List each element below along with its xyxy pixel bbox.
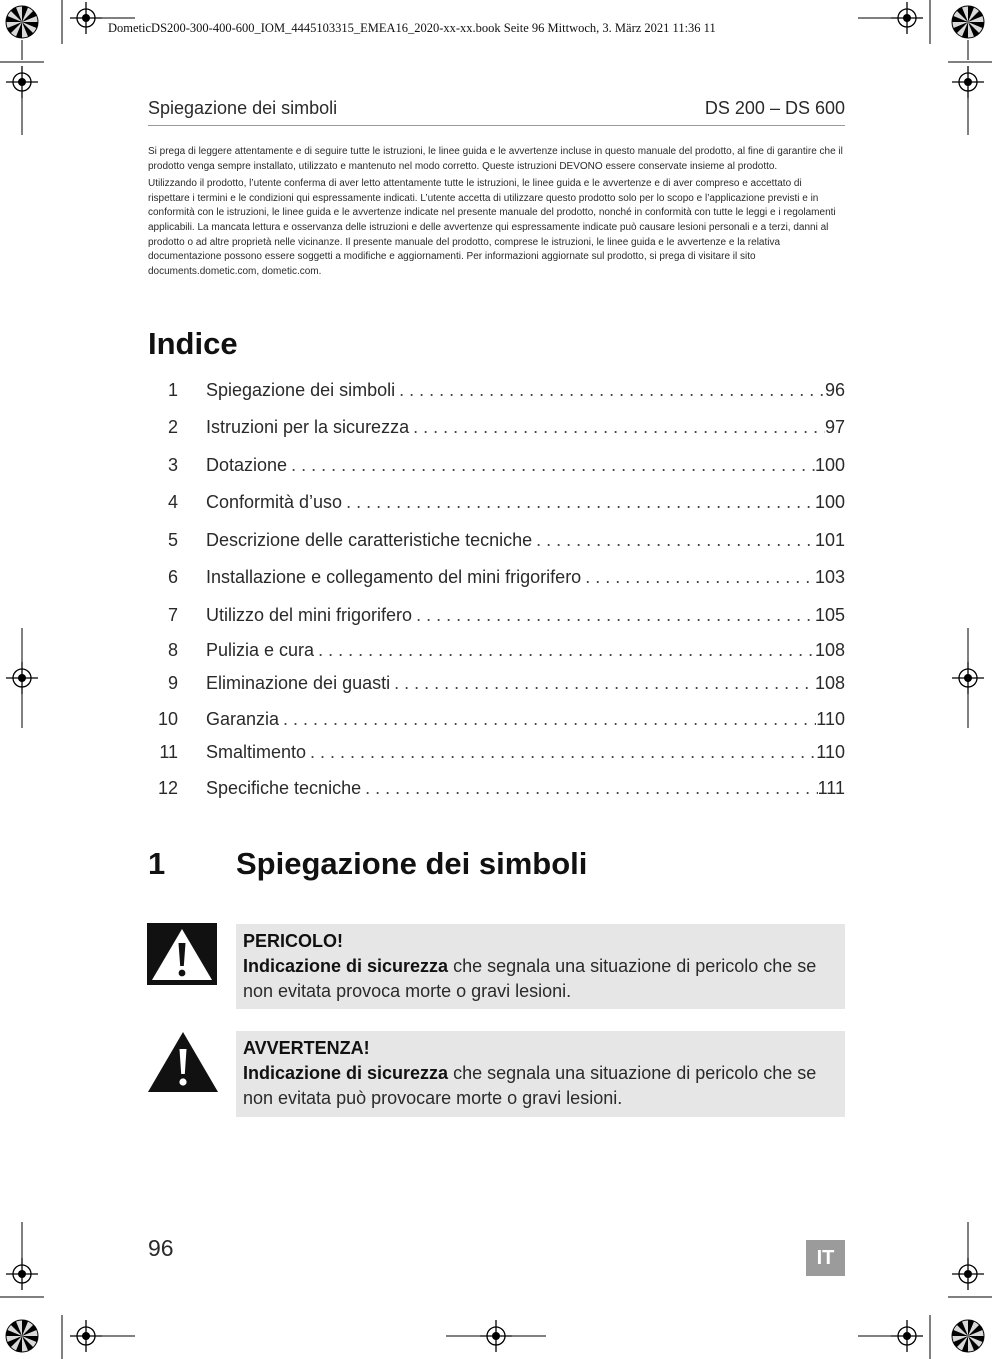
toc-leader (314, 640, 815, 661)
toc-leader (581, 567, 815, 588)
warning-signal-word: AVVERTENZA! (243, 1038, 370, 1058)
warning-label: Indicazione di sicurezza (243, 1063, 449, 1083)
section-number: 1 (148, 846, 166, 881)
section-title: Spiegazione dei simboli (236, 846, 588, 881)
toc-entry-page: 110 (816, 742, 845, 762)
toc-leader (395, 380, 825, 401)
toc-entry-label: Conformità d’uso (206, 492, 343, 512)
toc-entry-page: 108 (814, 673, 845, 693)
toc-entry-label: Installazione e collegamento del mini frigorifero (206, 567, 582, 587)
toc-leader (412, 605, 815, 626)
toc-entry[interactable] (148, 492, 845, 516)
danger-notice (236, 924, 845, 1009)
toc-leader (287, 455, 815, 476)
toc-leader (342, 492, 815, 513)
language-badge: IT (806, 1240, 845, 1276)
toc-entry-number: 8 (167, 640, 178, 660)
toc-entry-number: 12 (157, 778, 178, 798)
toc-leader (390, 673, 815, 694)
toc-leader (279, 709, 816, 730)
toc-entry-number: 6 (167, 567, 178, 587)
toc-entry-label: Specifiche tecniche (206, 778, 362, 798)
toc-entry[interactable] (148, 530, 845, 554)
danger-signal-word: PERICOLO! (243, 931, 344, 951)
intro-paragraph-1: Si prega di leggere attentamente e di seguire tutte le istruzioni, le linee guida e le avvertenze incluse in questo manuale del prodotto, al fine di garantire che il prodotto venga sempre installato, utilizzato e mantenuto nel modo corretto. Queste istruzioni DEVONO essere conservate insieme al prodotto. (148, 146, 843, 172)
toc-entry-page: 103 (814, 567, 845, 587)
danger-warning-icon (147, 923, 217, 985)
toc-entry-number: 1 (167, 380, 178, 400)
toc-entry[interactable] (148, 455, 845, 479)
toc-leader (409, 417, 825, 438)
toc-entry-label: Smaltimento (206, 742, 307, 762)
toc-entry-page: 105 (814, 605, 845, 625)
toc-entry[interactable] (148, 567, 845, 591)
toc-entry[interactable] (148, 605, 845, 629)
toc-entry-number: 3 (167, 455, 178, 475)
toc-entry[interactable] (148, 417, 845, 441)
toc-entry[interactable] (148, 640, 845, 664)
toc-entry-number: 10 (157, 709, 178, 729)
toc-entry-page: 108 (814, 640, 845, 660)
toc-entry-label: Garanzia (206, 709, 280, 729)
toc-entry-number: 5 (167, 530, 178, 550)
toc-title: Indice (148, 326, 238, 361)
header-section-title: Spiegazione dei simboli (148, 98, 338, 118)
toc-entry-page: 100 (814, 492, 845, 512)
warning-triangle-icon (147, 1030, 219, 1094)
toc-entry-page: 101 (814, 530, 845, 550)
toc-entry-number: 4 (167, 492, 178, 512)
toc-entry[interactable] (148, 673, 845, 697)
intro-paragraph-2: Utilizzando il prodotto, l’utente conferma di aver letto attentamente tutte le istruzioni, le linee guida e le avvertenze e di aver compreso e accettato di rispettare i termini e le condizioni qui espressamente indicati. L’utente accetta di utilizzare questo prodotto solo per lo scopo e l’applicazione previsti e in conformità con le istruzioni, le linee guida e le avvertenze indicate nel presente manuale del prodotto, nonché in conformità con tutte le leggi e i regolamenti applicabili. La mancata lettura e osservanza delle istruzioni e delle avvertenze qui espressamente indicate può causare lesioni personali e a terzi, danni al prodotto o ad altre proprietà nelle vicinanze. Il presente manuale del prodotto, comprese le istruzioni, le linee guida e le avvertenze e la relativa documentazione possono essere soggetti a modifiche e aggiornamenti. Per informazioni aggiornate sul prodotto, si prega di visitare il sito documents.dometic.com, dometic.com. (148, 178, 836, 277)
toc-entry[interactable] (148, 778, 845, 802)
toc-entry-page: 110 (816, 709, 845, 729)
toc-entry[interactable] (148, 380, 845, 404)
toc-leader (532, 530, 815, 551)
toc-entry-number: 11 (159, 742, 178, 762)
toc-entry-label: Istruzioni per la sicurezza (206, 417, 410, 437)
warning-description: che segnala una situazione di pericolo che se non evitata può provocare morte o gravi lesioni. (243, 1063, 817, 1108)
print-info-line: DometicDS200-300-400-600_IOM_4445103315_EMEA16_2020-xx-xx.book Seite 96 Mittwoch, 3. März 2021 11:36 11 (108, 21, 716, 35)
toc-entry[interactable] (148, 709, 845, 733)
toc-entry-label: Utilizzo del mini frigorifero (206, 605, 413, 625)
toc-entry-label: Dotazione (206, 455, 288, 475)
toc-entry-label: Spiegazione dei simboli (206, 380, 396, 400)
toc-entry-number: 9 (167, 673, 178, 693)
header-models: DS 200 – DS 600 (704, 98, 845, 118)
toc-entry-label: Descrizione delle caratteristiche tecniche (206, 530, 533, 550)
toc-entry-number: 7 (167, 605, 178, 625)
toc-entry-number: 2 (167, 417, 178, 437)
toc-entry-page: 100 (814, 455, 845, 475)
danger-description: che segnala una situazione di pericolo che se non evitata provoca morte o gravi lesioni. (243, 956, 817, 1001)
toc-entry[interactable] (148, 742, 845, 766)
page-number: 96 (148, 1235, 174, 1261)
danger-label: Indicazione di sicurezza (243, 956, 449, 976)
toc-entry-page: 111 (817, 778, 845, 798)
toc-entry-page: 96 (824, 380, 845, 400)
toc-leader (361, 778, 818, 799)
running-header (148, 98, 845, 126)
toc-entry-page: 97 (824, 417, 845, 437)
toc-leader (306, 742, 816, 763)
toc-entry-label: Eliminazione dei guasti (206, 673, 391, 693)
warning-notice (236, 1031, 845, 1117)
toc-entry-label: Pulizia e cura (206, 640, 315, 660)
intro-notice (148, 145, 845, 282)
